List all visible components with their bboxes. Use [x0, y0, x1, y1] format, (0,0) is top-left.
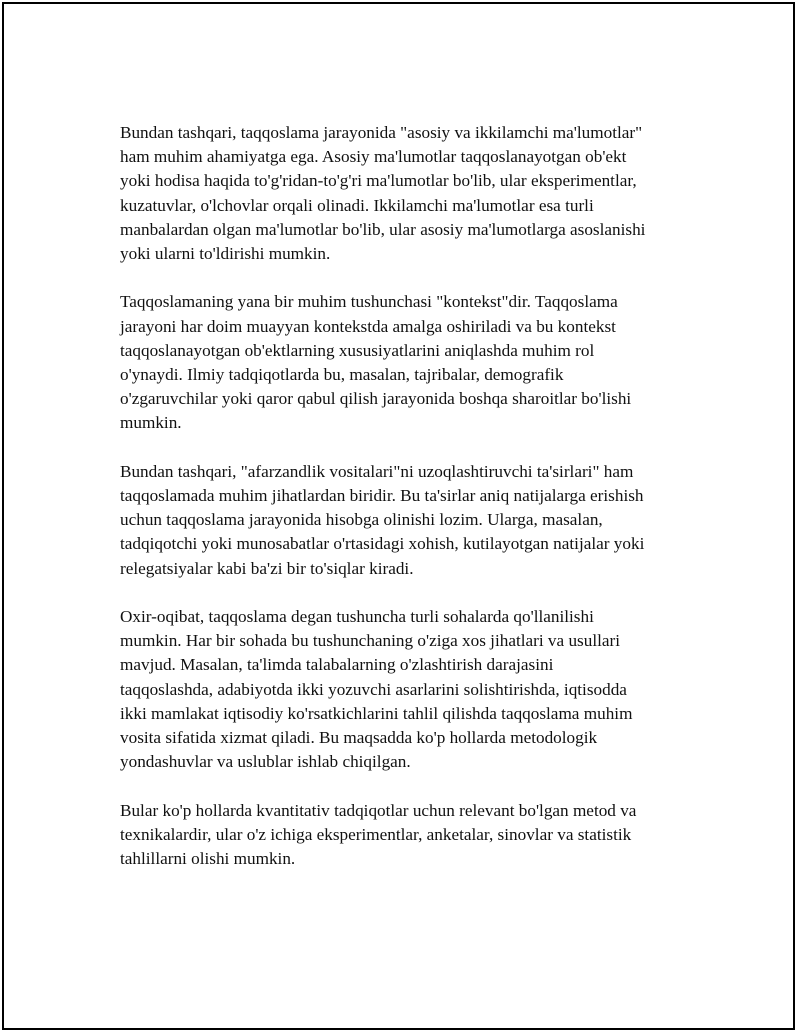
text-line: Bundan tashqari, taqqoslama jarayonida "asosiy va ikkilamchi ma'lumotlar"	[120, 123, 643, 142]
text-line: relegatsiyalar kabi ba'zi bir to'siqlar kiradi.	[120, 558, 414, 578]
text-line: Taqqoslamaning yana bir muhim tushunchasi "kontekst"dir. Taqqoslama	[120, 292, 618, 312]
text-line: Bundan tashqari, "afarzandlik vositalari"ni uzoqlashtiruvchi ta'sirlari" ham	[120, 461, 634, 481]
text-line: Oxir-oqibat, taqqoslama degan tushuncha turli sohalarda qo'llanilishi	[120, 607, 594, 627]
text-line: mumkin.	[120, 413, 182, 433]
paragraph-1	[120, 121, 690, 266]
text-line: yondashuvlar va uslublar ishlab chiqilgan.	[120, 752, 411, 772]
text-line: taqqoslanayotgan ob'ektlarning xususiyatlarini aniqlashda muhim rol	[120, 340, 595, 360]
text-line: taqqoslamada muhim jihatlardan biridir. Bu ta'sirlar aniq natijalarga erishish	[120, 486, 644, 506]
text-line: kuzatuvlar, o'lchovlar orqali olinadi. Ikkilamchi ma'lumotlar esa turli	[120, 195, 594, 215]
text-line: vosita sifatida xizmat qiladi. Bu maqsadda ko'p hollarda metodologik	[120, 728, 598, 748]
text-line: texnikalardir, ular o'z ichiga eksperimentlar, anketalar, sinovlar va statistik	[120, 824, 632, 844]
text-line: o'ynaydi. Ilmiy tadqiqotlarda bu, masalan, tajribalar, demografik	[120, 365, 564, 385]
paragraph-4	[120, 605, 690, 774]
text-line: jarayoni har doim muayyan kontekstda amalga oshiriladi va bu kontekst	[120, 316, 616, 336]
text-line: taqqoslashda, adabiyotda ikki yozuvchi asarlarini solishtirishda, iqtisodda	[120, 679, 627, 699]
text-line: uchun taqqoslama jarayonida hisobga olinishi lozim. Ularga, masalan,	[120, 510, 603, 530]
paragraph-3	[120, 460, 690, 581]
text-line: mumkin. Har bir sohada bu tushunchaning o'ziga xos jihatlari va usullari	[120, 631, 620, 651]
text-line: tadqiqotchi yoki munosabatlar o'rtasidagi xohish, kutilayotgan natijalar yoki	[120, 534, 645, 554]
text-line: o'zgaruvchilar yoki qaror qabul qilish jarayonida boshqa sharoitlar bo'lishi	[120, 389, 632, 409]
text-line: Bular ko'p hollarda kvantitativ tadqiqotlar uchun relevant bo'lgan metod va	[120, 800, 637, 820]
paragraph-2	[120, 290, 690, 435]
paragraph-5	[120, 799, 690, 872]
document-body	[120, 121, 690, 895]
text-line: yoki ularni to'ldirishi mumkin.	[120, 244, 331, 264]
text-line: manbalardan olgan ma'lumotlar bo'lib, ular asosiy ma'lumotlarga asoslanishi	[120, 219, 646, 239]
text-line: ikki mamlakat iqtisodiy ko'rsatkichlarini tahlil qilishda taqqoslama muhim	[120, 703, 633, 723]
text-line: mavjud. Masalan, ta'limda talabalarning o'zlashtirish darajasini	[120, 655, 554, 675]
text-line: ham muhim ahamiyatga ega. Asosiy ma'lumotlar taqqoslanayotgan ob'ekt	[120, 147, 627, 167]
text-line: tahlillarni olishi mumkin.	[120, 849, 296, 869]
text-line: yoki hodisa haqida to'g'ridan-to'g'ri ma'lumotlar bo'lib, ular eksperimentlar,	[120, 171, 637, 191]
document-page	[2, 2, 795, 1030]
